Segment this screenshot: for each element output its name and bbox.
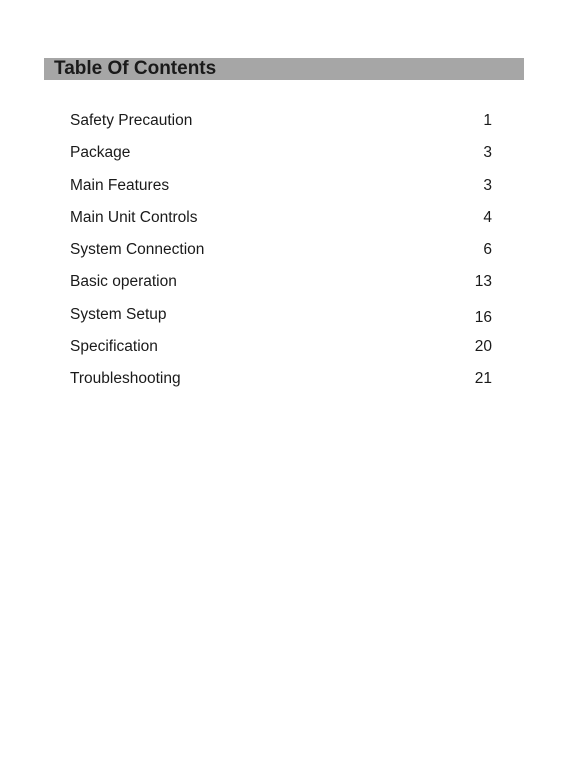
toc-entry-title: Main Features [70,176,170,194]
toc-entry [70,108,500,140]
toc-entry-title: Package [70,144,131,162]
toc-entry-title: Basic operation [70,273,177,291]
toc-entry [70,334,500,366]
toc-entry-title: Specification [70,338,158,356]
toc-entry-title: Safety Precaution [70,112,193,129]
toc-entry-page: 1 [483,112,492,129]
toc-entry-title: Troubleshooting [70,370,181,388]
toc-entry-page: 6 [483,241,492,259]
toc-entry-page: 21 [474,370,492,388]
toc-entry-page: 13 [474,273,492,291]
toc-header-bar [44,58,524,80]
toc-entry-page: 20 [474,338,492,356]
toc-entry [70,269,500,301]
toc-entry-page: 16 [474,308,492,326]
toc-entry-page: 3 [483,176,492,194]
toc-entry [70,140,500,172]
toc-entry [70,173,500,205]
toc-entry-page: 3 [483,144,492,162]
toc-entry-title: Main Unit Controls [70,208,198,226]
toc-entry [70,366,500,398]
page-title: Table Of Contents [54,58,217,79]
toc-entry-title: System Connection [70,241,205,259]
toc-entry [70,237,500,269]
toc-entry [70,302,500,334]
toc-entry [70,205,500,237]
toc-list [70,108,500,399]
toc-entry-page: 4 [483,208,492,226]
toc-entry-title: System Setup [70,305,167,323]
